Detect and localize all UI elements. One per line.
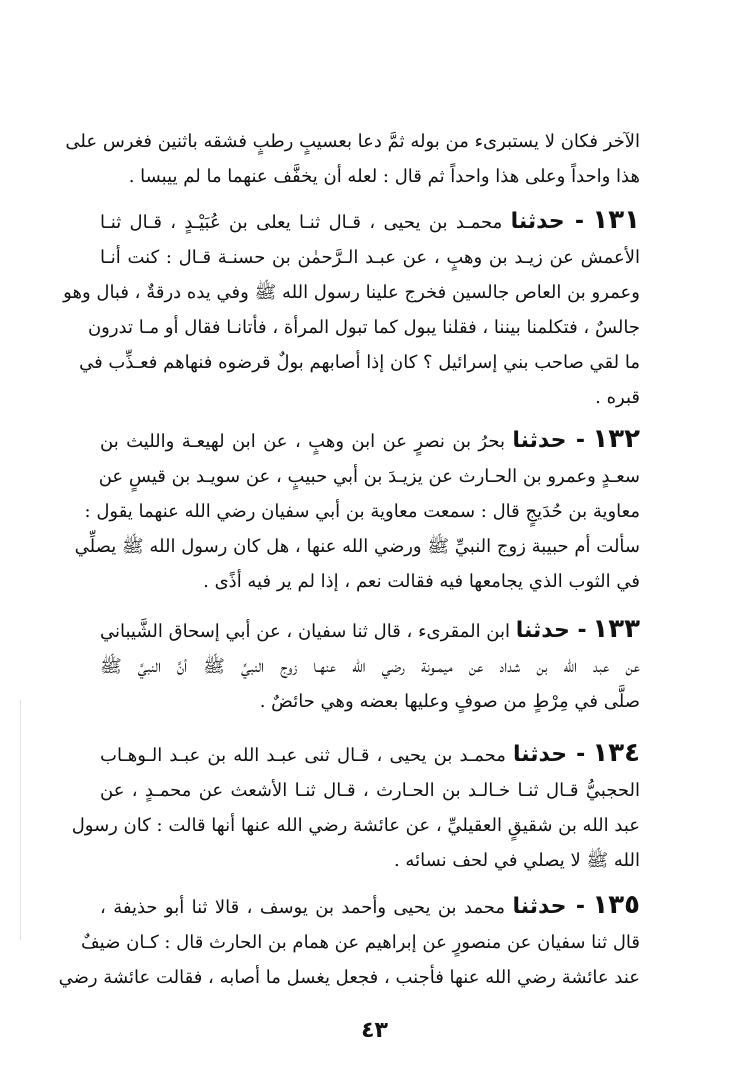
hadith-number: ١٣٣ [592, 614, 640, 644]
text-line: معاوية بن حُدَيجٍ قال : سمعت معاوية بن أبي سفيان رضي الله عنهما يقول : [84, 501, 640, 522]
text-line: وعمرو بن العاص جالسين فخرج علينا رسول الله ﷺ وفي يده درقةٌ ، فبال وهو [63, 282, 640, 303]
scan-edge-mark [20, 700, 21, 940]
hadith-heading-line [100, 612, 640, 649]
hadith-first-line: ابن المقرىء ، قال ثنا سفيان ، عن أبي إسحاق الشَّيباني [100, 621, 511, 642]
hadith-134 [71, 736, 640, 878]
text-line: الله ﷺ لا يصلي في لحف نسائه . [393, 850, 640, 871]
hadith-number: ١٣٢ [592, 424, 640, 454]
text-line: جالسٌ ، فتكلمنا بيننا ، فقلنا يبول كما تبول المرأة ، فأتانـا فقال أو مـا تدرون [87, 317, 640, 338]
hadith-heading-line [100, 422, 640, 459]
text-line: عن عبد الله بن شداد عن ميمـونة رضي الله عنهـا زوج النبيِّ ﷺ أنَّ النبيَّ ﷺ [100, 656, 640, 677]
text-line: ما لقي صاحب بني إسرائيل ؟ كان إذا أصابهم بولٌ قرضوه فنهاهم فعـذِّب في [79, 352, 640, 373]
text-line: عبد الله بن شقيقٍ العقيليِّ ، عن عائشة رضي الله عنها أنها قالت : كان رسول [71, 815, 640, 836]
text-line: الآخر فكان لا يستبرىء من بوله ثمَّ دعا بعسيبٍ رطبٍ فشقه باثنين فغرس على [65, 131, 640, 152]
hadith-heading-line [100, 203, 640, 240]
text-line: قال ثنا سفيان عن منصورٍ عن إبراهيم عن همام بن الحارث قال : كـان ضيفٌ [81, 932, 640, 953]
text-line: الأعمش عن زيـد بن وهبٍ ، عن عبـد الـرَّحمٰن بن حسنـة قـال : كنت أنـا [100, 247, 640, 268]
hadith-133 [100, 612, 640, 719]
hadith-first-line: محمـد بن يحيى ، قـال ثنـا يعلى بن عُبَيْـدٍ ، قـال ثنـا [100, 212, 503, 233]
intro-paragraph [65, 124, 640, 194]
hadith-132 [74, 422, 640, 599]
text-line: سألت أم حبيبة زوج النبيِّ ﷺ ورضي الله عنها ، هل كان رسول الله ﷺ يصلِّي [74, 536, 640, 557]
hadith-keyword: - حدثنا [512, 428, 585, 453]
hadith-131 [63, 203, 640, 415]
hadith-keyword: - حدثنا [515, 618, 587, 643]
text-line: قبره . [595, 387, 640, 408]
hadith-135 [58, 888, 640, 995]
hadith-first-line: بحرُ بن نصرٍ عن ابن وهبٍ ، عن ابن لهيعـة والليث بن [100, 431, 505, 452]
hadith-number: ١٣٥ [592, 890, 640, 920]
hadith-keyword: - حدثنا [513, 742, 586, 767]
hadith-number: ١٣٤ [592, 738, 640, 768]
hadith-number: ١٣١ [592, 205, 640, 235]
text-line: صلَّى في مِرْطٍ من صوفٍ وعليها بعضه وهي حائضٌ . [259, 691, 640, 712]
hadith-keyword: - حدثنا [512, 894, 585, 919]
text-line: عند عائشة رضي الله عنها فأجنب ، فجعل يغسل ما أصابه ، فقالت عائشة رضي [58, 967, 640, 988]
text-line: الحجبيُّ قـال ثنـا خـالـد بن الحـارث ، قـال ثنـا الأشعث عن محمـدٍ ، عن [100, 780, 640, 801]
hadith-first-line: محمد بن يحيى وأحمد بن يوسف ، قالا ثنا أبو حذيفة ، [100, 897, 506, 918]
text-line: في الثوب الذي يجامعها فيه فقالت نعم ، إذا لم ير فيه أذًى . [203, 571, 640, 592]
page-number: ٤٣ [361, 1018, 388, 1043]
hadith-keyword: - حدثنا [510, 209, 585, 234]
hadith-first-line: محمـد بن يحيى ، قـال ثنى عبـد الله بن عبـد الـوهـاب [100, 745, 506, 766]
hadith-heading-line [100, 888, 640, 925]
text-line: سعـدٍ وعمرو بن الحـارث عن يزيـدَ بن أبي حبيبٍ ، عن سويـد بن قيسٍ عن [98, 466, 640, 487]
text-line: هذا واحداً وعلى هذا واحداً ثم قال : لعله أن يخفَّف عنهما ما لم ييبسا . [128, 166, 640, 187]
hadith-heading-line [100, 736, 640, 773]
